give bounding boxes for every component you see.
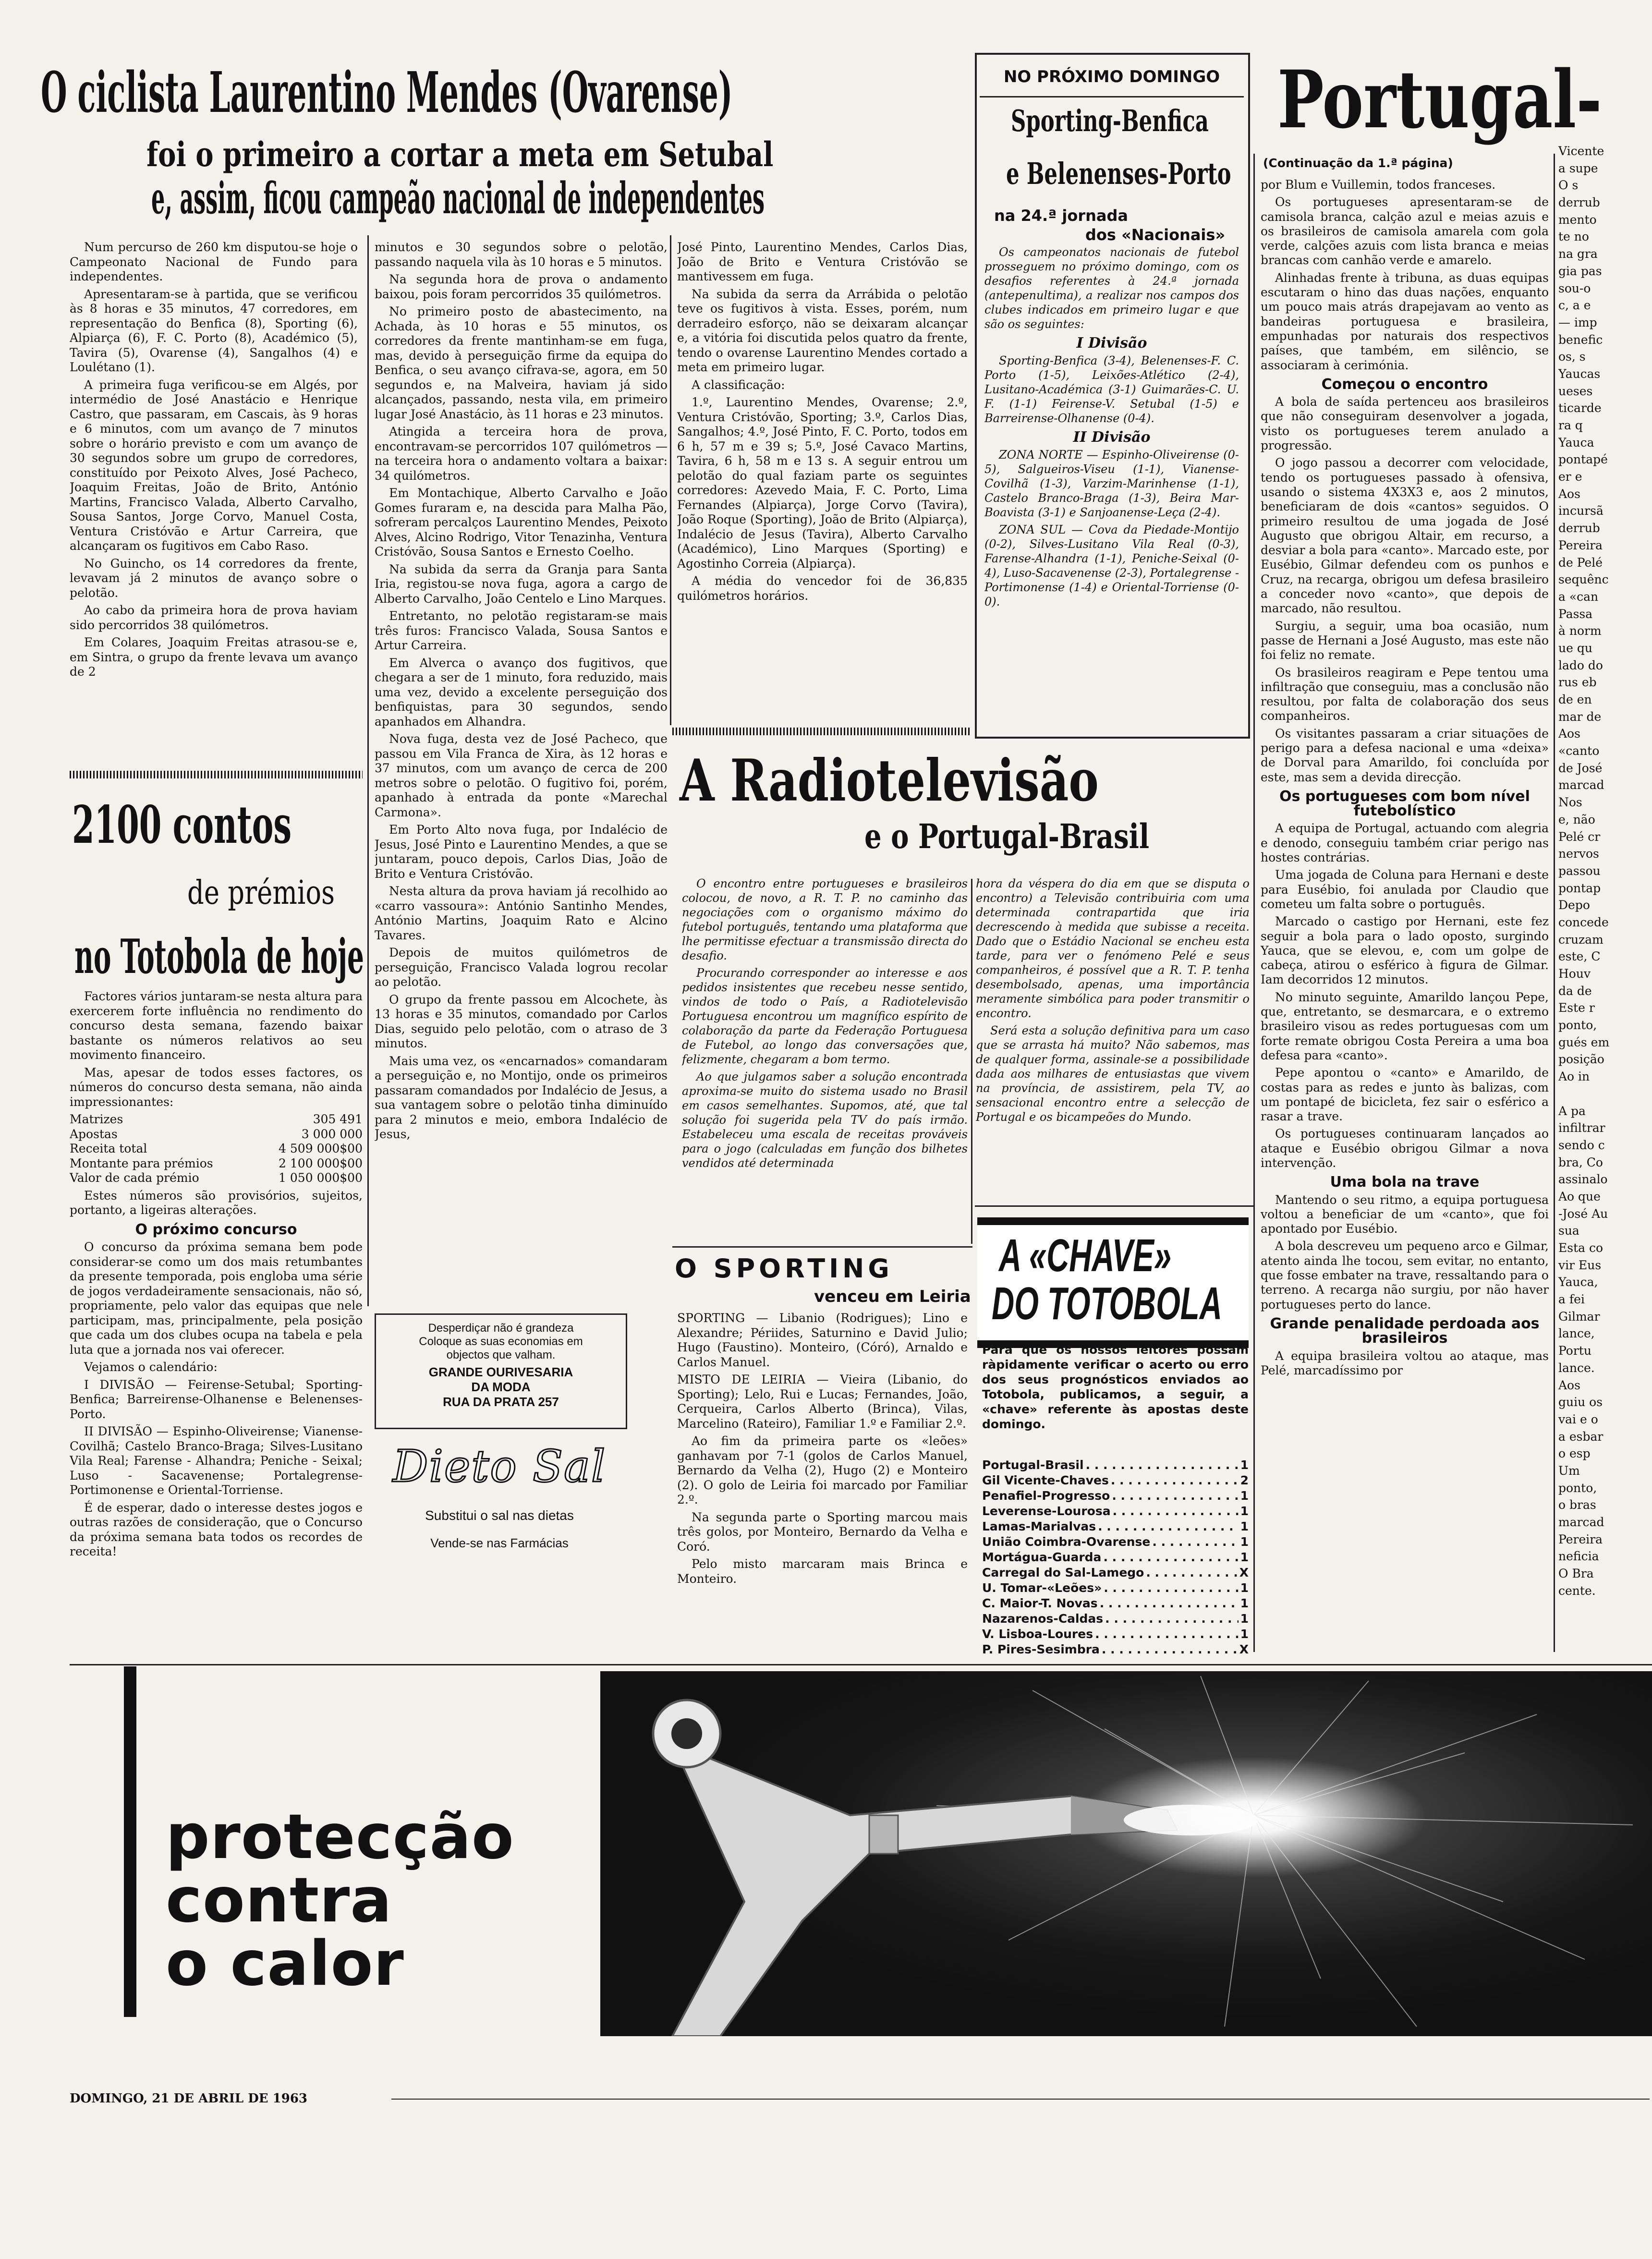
cut-line: Houv [1558, 967, 1591, 981]
cut-line: te no [1558, 230, 1589, 244]
cut-line: er e [1558, 470, 1582, 484]
cut-line: a «can [1558, 589, 1599, 604]
ourivesaria-ad: Desperdiçar não é grandeza Coloque as suas economias em objectos que valham. GRANDE OURIVESARIA DA MODA RUA DA PRATA 257 [375, 1313, 627, 1429]
cut-line: ra q [1558, 418, 1583, 432]
cut-line: de José [1558, 761, 1603, 775]
portugal-body: por Blum e Vuillemin, todos franceses. Os portugueses apresentaram-se de camisola branca, calção azul e meias azuis e os brasileiros de camisola amarela com gola verde, calções azuis com lista branca e meias brancas com canhão verde e amarelo. Alinhadas frente à tribuna, as duas equipas escutaram o hino das duas nações, enquanto um pouco mais atrás drapejavam ao vento as bandeiras portuguesa e brasileira, empunhadas por naturais dos respectivos países, que também, em silêncio, se associaram à cerimónia. Começou o encontro A bola de saída pertenceu aos brasileiros que não conseguiram desenvolver a jogada, visto os portugueses terem anulado a progressão. O jogo passou a decorrer com velocidade, tendo os portugueses passado à ofensiva, usando o sistema 4X3X3 e, aos 2 minutos, beneficiaram de dois «cantos» seguidos. O primeiro resultou de uma jogada de José Augusto que obrigou Altair, em recurso, a desviar a bola para «canto». Marcado este, por Eusébio, Gilmar defendeu com os punhos e Cruz, na recarga, obrigou um defesa brasileiro a conceder novo «canto», que depois de marcado, não resultou. Surgiu, a seguir, uma boa ocasião, num passe de Hernani a José Augusto, mas este não foi feliz no remate. Os brasileiros reagiram e Pepe tentou uma infiltração que conseguiu, mas a conclusão não resultou, por falta de colaboração dos seus companheiros. Os visitantes passaram a criar situações de perigo para a defesa nacional e uma «deixa» de Dorval para Amarildo, foi concluída por este, mas sem a devida direcção. Os portugueses com bom nível futebolístico A equipa de Portugal, actuando com alegria e denodo, conseguiu também criar perigo nas hostes contrárias. Uma jogada de Coluna para Hernani e deste para Eusébio, foi anulada por Claudio que cometeu um falta sobre o português. Marcado o castigo por Hernani, este fez seguir a bola para o lado oposto, surgindo Yauca, que se elevou, e, com um golpe de cabeça, atirou o esférico à figura de Gilmar. Iam decorridos 12 minutos. No minuto seguinte, Amarildo lançou Pepe, que, entretanto, se desmarcara, e o extremo brasileiro visou as redes portuguesas com um forte remate obrigou Costa Pereira a uma boa defesa para «canto». Pepe apontou o «canto» e Amarildo, de costas para as redes e junto às balizas, com um pontapé de bicicleta, fez sair o esférico a rasar a trave. Os portugueses continuaram lançados ao ataque e Eusébio obrigou Gilmar a nova intervenção. Uma bola na trave Mantendo o seu ritmo, a equipa portuguesa voltou a beneficiar de um «canto», que foi apontado por Eusébio. A bola descreveu um pequeno arco e Gilmar, atento ainda lhe tocou, sem evitar, no entanto, que fosse embater na trave, ressaltando para o terreno. A recarga não surgiu, por não haver portugueses perto do lance. Grande penalidade perdoada aos brasileiros A equipa brasileira voltou ao ataque, mas Pelé, marcadíssimo por [1261, 178, 1549, 1377]
cut-line: Aos [1558, 727, 1580, 741]
chave-row: União Coimbra-Ovarense . . . 1 [982, 1534, 1249, 1550]
cut-line: pontapé [1558, 452, 1608, 467]
cut-line: Portu [1558, 1344, 1591, 1358]
chave-row: Portugal-Brasil . . . 1 [982, 1457, 1249, 1473]
chave-row: Leverense-Lourosa . . . 1 [982, 1504, 1249, 1519]
totobola-headline-1: 2100 contos [72, 795, 292, 855]
dietosal-pharmacy: Vende-se nas Farmácias [430, 1536, 569, 1550]
cut-line: benefic [1558, 332, 1603, 347]
next-sunday-title-2: e Belenenses-Porto [1006, 156, 1231, 191]
cut-line: Yauca [1558, 435, 1594, 449]
cut-line: derrub [1558, 521, 1600, 535]
cut-line: lance, [1558, 1326, 1595, 1341]
footer-date: DOMINGO, 21 DE ABRIL DE 1963 [70, 2091, 308, 2106]
cut-line: sendo c [1558, 1138, 1605, 1152]
cut-line: derrub [1558, 195, 1600, 210]
cycling-column-2: minutos e 30 segundos sobre o pelotão, passando naquela vila às 10 horas e 5 minutos. Na segunda hora de prova o andamento baixou, pois foram percorridos 35 quilómetros. No primeiro posto de abastecimento, na Achada, às 10 horas e 55 minutos, os corredores da frente mantinham-se em fuga, mas, devido à perseguição firme da equipa do Benfica, o seu avanço cifrava-se, agora, em 50 segundos e, na Malveira, haviam já sido alcançados, passando, nesta vila, em primeiro lugar José Anastácio, às 11 horas e 23 minutos. Atingida a terceira hora de prova, encontravam-se percorridos 107 quilómetros — na terceira hora o andamento voltara a baixar: 34 quilómetros. Em Montachique, Alberto Carvalho e João Gomes furaram e, na descida para Malha Pão, sofreram percalços Laurentino Mendes, Peixoto Alves, Alcino Rodrigo, Vitor Tenazinha, Ventura Cristóvão, Sousa Santos e Ernesto Coelho. Na subida da serra da Granja para Santa Iria, registou-se nova fuga, agora a cargo de Alberto Carvalho, João Centelo e Lino Marques. Entretanto, no pelotão registaram-se mais três furos: Francisco Valada, Sousa Santos e Artur Carreira. Em Alverca o avanço dos fugitivos, que chegara a ser de 1 minuto, fora reduzido, mais uma vez, devido a excelente perseguição dos benfiquistas, para 30 segundos, sendo apanhados em Alhandra. Nova fuga, desta vez de José Pacheco, que passou em Vila Franca de Xira, às 12 horas e 37 minutos, com um avanço de cerca de 200 metros sobre o pelotão. O fugitivo foi, porém, apanhado à entrada da ponte «Marechal Carmona». Em Porto Alto nova fuga, por Indalécio de Jesus, José Pinto e Laurentino Mendes, a que se juntaram, pouco depois, Carlos Dias, João de Brito e Ventura Cristóvão. Nesta altura da prova haviam já recolhido ao «carro vassoura»: António Santinho Mendes, António Martins, Joaquim Rato e Alcino Tavares. Depois de muitos quilómetros de perseguição, Francisco Valada logrou recolar ao pelotão. O grupo da frente passou em Alcochete, às 13 horas e 35 minutos, comandado por Carlos Dias, seguido pelo pelotão, com o atraso de 3 minutos. Mais uma vez, os «encarnados» comandaram a perseguição e, no Montijo, onde os primeiros passaram comandados por Indalécio de Jesus, a sua vantagem sobre o pelotão tinha diminuído para 2 minutos e meio, embora Indalécio de Jesus, [375, 240, 668, 1141]
cut-line: Um [1558, 1463, 1580, 1478]
cut-line: «canto [1558, 744, 1600, 758]
cut-line: — imp [1558, 315, 1597, 329]
cut-line: ticarde [1558, 401, 1602, 415]
cycling-column-3: José Pinto, Laurentino Mendes, Carlos Dias, João de Brito e Ventura Cristóvão se mantivessem em fuga. Na subida da serra da Arrábida o pelotão teve os fugitivos à vista. Esses, porém, num derradeiro esforço, não se deixaram alcançar e, a vitória foi discutida pelos quatro da frente, tendo o ovarense Laurentino Mendes cortado a meta em primeiro lugar. A classificação: 1.º, Laurentino Mendes, Ovarense; 2.º, Ventura Cristóvão, Sporting; 3.º, Carlos Dias, Sangalhos; 4.º, José Pinto, F. C. Porto, todos em 6 h, 57 m e 39 s; 5.º, José Cavaco Martins, Tavira, 6 h, 58 m e 13 s. A seguir entrou um pelotão do qual faziam parte os seguintes corredores: Azevedo Maia, F. C. Porto, Lima Fernandes (Alpiarça), Jorge Corvo (Tavira), João Roque (Sporting), João de Brito (Alpiarça), Indalécio de Jesus (Tavira), Alberto Carvalho (Académico), Lino Marques (Sporting) e Agostinho Correia (Alpiarça). A média do vencedor foi de 36,835 quilómetros horários. [677, 240, 968, 603]
chave-table [982, 1457, 1249, 1657]
cut-line: sua [1558, 1224, 1579, 1238]
dietosal-logo: Dieto Sal [392, 1441, 607, 1492]
totobola-body: Factores vários juntaram-se nesta altura para exercerem forte influência no rendimento do concurso desta semana, fazendo baixar bastante os números relativos ao seu movimento financeiro. Mas, apesar de todos esses factores, os números do concurso desta semana, não ainda impressionantes: Matrizes 305 491 Apostas 3 000 000 Receita total 4 509 000$00 Montante para prémios 2 100 000$00 Valor de cada prémio 1 050 000$00 Estes números são provisórios, sujeitos, portanto, a ligeiras alterações. O próximo concurso O concurso da próxima semana bem pode considerar-se como um dos mais retumbantes da presente temporada, pois engloba uma série de jogos verdadeiramente sensacionais, não só, propriamente, pelo valor das equipas que nele participam, mas, principalmente, pela posição que cada um dos clubes ocupa na tabela e pela luta que a jornada nos vai oferecer. Vejamos o calendário: I DIVISÃO — Feirense-Setubal; Sporting-Benfica; Barreirense-Olhanense e Belenenses-Porto. II DIVISÃO — Espinho-Oliveirense; Vianense-Covilhã; Castelo Branco-Braga; Silves-Lusitano Vila Real; Farense - Alhandra; Peniche - Seixal; Luso - Sacavenense; Portalegrense-Portimonense e Oriental-Torriense. É de esperar, dado o interesse destes jogos e outras razões de consideração, que o Concurso da próxima semana bata todos os recordes de receita! [70, 989, 363, 1558]
cut-line: à norm [1558, 624, 1602, 638]
cut-line: ue qu [1558, 641, 1592, 655]
cut-line: A pa [1558, 1104, 1586, 1118]
cut-line: o esp [1558, 1446, 1591, 1461]
heat-protection-ad [600, 1671, 1652, 2036]
cut-line: lance. [1558, 1360, 1595, 1375]
portugal-subhead-3: Uma bola na trave [1330, 1174, 1480, 1191]
continuation-label: (Continuação da 1.ª página) [1263, 156, 1453, 170]
cut-line: mar de [1558, 709, 1602, 724]
cut-line: guiu os [1558, 1395, 1603, 1409]
chave-row: Gil Vicente-Chaves . . . 2 [982, 1473, 1249, 1488]
cut-line: Gilmar [1558, 1309, 1600, 1324]
portugal-cut-column [1558, 144, 1650, 1657]
cut-line: gués em [1558, 1035, 1610, 1049]
radio-column-1: O encontro entre portugueses e brasileiros colocou, de novo, a R. T. P. no caminho das negociações com o organismo máximo do futebol português, tentando uma plataforma que lhe permitisse efectuar a transmissão directa do desafio. Procurando corresponder ao interesse e aos pedidos insistentes que recebeu nesse sentido, vindos de todo o País, a Radiotelevisão Portuguesa encontrou um magnífico espírito de colaboração da parte da Federação Portuguesa de Futebol, ao longo das conversações que, felizmente, chegaram a bom termo. Ao que julgamos saber a solução encontrada aproxima-se muito do sistema usado no Brasil em casos semelhantes. Supomos, até, que tal solução foi sugerida pela TV do país irmão. Estabeleceu uma escala de receitas prováveis para o jogo (calculadas em função dos bilhetes vendidos até determinada [682, 877, 968, 1170]
portugal-headline: Portugal- [1277, 53, 1602, 146]
chave-row: U. Tomar-«Leões» . . . 1 [982, 1580, 1249, 1596]
cut-line: Vicente [1558, 144, 1604, 158]
cut-line: este, C [1558, 949, 1601, 964]
cut-line: Yauca, [1558, 1275, 1598, 1289]
totobola-headline-2: de prémios [187, 874, 335, 912]
cut-line: de Pelé [1558, 555, 1603, 570]
cut-line: Depo [1558, 898, 1590, 912]
cycling-column-1: Num percurso de 260 km disputou-se hoje o Campeonato Nacional de Fundo para independentes. Apresentaram-se à partida, que se verificou às 8 horas e 35 minutos, 47 corredores, em representação do Benfica (8), Sporting (6), Alpiarça (6), F. C. Porto (8), Académico (5), Tavira (5), Ovarense (4), Sangalhos (4) e Loulétano (1). A primeira fuga verificou-se em Algés, por intermédio de José Anastácio e Henrique Castro, que passaram, em Cascais, às 9 horas e 6 minutos, com um avanço de 7 minutos sobre o horário previsto e com um avanço de 30 segundos sobre um grupo de corredores, constituído por Peixoto Alves, José Pacheco, Joaquim Freitas, João de Brito, António Martins, Francisco Valada, Alberto Carvalho, Sousa Santos, Jorge Corvo, Manuel Costa, Ventura Cristóvão e Artur Carreira, que alcançaram os fugitivos em Cabo Raso. No Guincho, os 14 corredores da frente, levavam já 2 minutos de avanço sobre o pelotão. Ao cabo da primeira hora de prova haviam sido percorridos 38 quilómetros. Em Colares, Joaquim Freitas atrasou-se e, em Sintra, o grupo da frente levava um avanço de 2 [70, 240, 358, 679]
sporting-body: SPORTING — Libanio (Rodrigues); Lino e Alexandre; Périides, Saturnino e David Julio; Hugo (Faustino). Monteiro, (Córó), Arnaldo e Carlos Manuel. MISTO DE LEIRIA — Vieira (Libanio, do Sporting); Lelo, Rui e Lucas; Fernandes, João, Cerqueira, Carlos Alberto (Brinca), Vilas, Marcelino (Rateiro), Familiar 1.º e Familiar 2.º. Ao fim da primeira parte os «leões» ganhavam por 7-1 (golos de Carlos Manuel, Bernardo da Velha (2), Hugo (2) e Monteiro (2). O golo de Leiria foi marcado por Familiar 2.º. Na segunda parte o Sporting marcou mais três golos, por Monteiro, Bernardo da Velha e Coró. Pelo misto marcaram mais Brinca e Monteiro. [677, 1311, 968, 1586]
next-sunday-body: Os campeonatos nacionais de futebol prosseguem no próximo domingo, com os desafios referentes à 24.ª jornada (antepenultima), a realizar nos campos dos clubes indicados em primeiro lugar e que são os seguintes: I Divisão Sporting-Benfica (3-4), Belenenses-F. C. Porto (1-5), Leixões-Atlético (2-4), Lusitano-Académica (3-1) Guimarães-C. U. F. (1-1) Feirense-V. Setubal (1-5) e Barreirense-Olhanense (0-4). II Divisão ZONA NORTE — Espinho-Oliveirense (0-5), Salgueiros-Viseu (1-1), Vianense-Covilhã (1-3), Varzim-Marinhense (1-1), Castelo Branco-Braga (1-3), Beira Mar-Boavista (3-1) e Sanjoanense-Leça (2-4). ZONA SUL — Cova da Piedade-Montijo (0-2), Silves-Lusitano Vila Real (0-3), Farense-Alhandra (1-1), Peniche-Seixal (0-4), Luso-Sacavenense (2-3), Portalegrense - Portimonense (1-4) e Oriental-Torriense (0-0). [984, 245, 1239, 608]
cut-line: incursã [1558, 504, 1603, 518]
cut-line: pontap [1558, 881, 1601, 895]
totobola-subhead: O próximo concurso [135, 1221, 297, 1238]
cut-line: bra, Co [1558, 1155, 1603, 1169]
cut-line: Yaucas [1558, 366, 1601, 381]
cut-line: Ao in [1558, 1069, 1590, 1084]
cut-line: ponto, [1558, 1018, 1597, 1032]
heat-protection-text: protecção contra o calor [166, 1801, 514, 2000]
cut-line: nervos [1558, 847, 1599, 861]
cut-line: cente. [1558, 1583, 1596, 1598]
cut-line: e, não [1558, 812, 1595, 826]
cut-line: assinalo [1558, 1172, 1608, 1187]
cut-line: rus eb [1558, 675, 1597, 690]
cut-line: infiltrar [1558, 1121, 1605, 1135]
cut-line: Nos [1558, 795, 1582, 810]
cut-line: O s [1558, 178, 1579, 193]
cut-line: concede [1558, 915, 1609, 929]
cut-line: Pereira [1558, 538, 1603, 552]
cut-line: lado do [1558, 658, 1603, 672]
cut-line: posição [1558, 1052, 1604, 1067]
radio-headline: A Radiotelevisão [680, 747, 1099, 814]
cut-line: -José Au [1558, 1206, 1608, 1221]
chave-row: Lamas-Marialvas . . . 1 [982, 1519, 1249, 1534]
radio-subheadline: e o Portugal-Brasil [864, 816, 1150, 856]
cycling-headline-line2: foi o primeiro a cortar a meta em Setubal [146, 134, 774, 174]
cut-line: Esta co [1558, 1241, 1603, 1255]
chave-row: Carregal do Sal-Lamego . . . X [982, 1565, 1249, 1580]
cut-line: vir Eus [1558, 1258, 1602, 1272]
heat-protection-bar [124, 1666, 136, 2017]
portugal-subhead-2: Os portugueses com bom nível futebolístico [1279, 788, 1530, 820]
cut-line: Ao que [1558, 1189, 1601, 1203]
cut-line: gia pas [1558, 264, 1602, 278]
cut-line: Pereira [1558, 1532, 1603, 1546]
cut-line: O Bra [1558, 1567, 1594, 1581]
next-sunday-title-1: Sporting-Benfica [1011, 103, 1209, 138]
totobola-headline-3: no Totobola de hoje [74, 929, 364, 984]
heat-protection-illustration [600, 1671, 1652, 2036]
chave-row: V. Lisboa-Loures . . . 1 [982, 1627, 1249, 1642]
cut-line: a fei [1558, 1292, 1585, 1307]
chave-intro: Para que os nossos leitores possam ràpidamente verificar o acerto ou erro dos seus prognósticos enviados ao Totobola, publicamos, a seguir, a «chave» referente às apostas deste domingo. [982, 1343, 1249, 1431]
cut-line: Passa [1558, 607, 1593, 621]
cut-line: mento [1558, 212, 1597, 227]
radio-column-2: hora da véspera do dia em que se disputa o encontro) a Televisão contribuiria com uma determinada contrapartida que iria decrescendo à medida que subisse a receita. Dado que o Estádio Nacional se encheu esta tarde, para ver o fenómeno Pelé e seus companheiros, é possível que a R. T. P. tenha desembolsado, apenas, uma importância meramente simbólica para poder transmitir o encontro. Será esta a solução definitiva para um caso que se arrasta há muito? Não sabemos, mas de qualquer forma, assinale-se a possibilidade dada aos milhares de entusiastas que vivem na província, de assistirem, pela TV, ao sensacional encontro entre a selecção de Portugal e os bicampeões do Mundo. [976, 877, 1250, 1124]
chave-title-1: A «CHAVE» [999, 1230, 1172, 1281]
cut-line: Este r [1558, 1001, 1595, 1015]
cut-line: o bras [1558, 1498, 1596, 1512]
cut-line: de en [1558, 692, 1592, 706]
cut-line: na gra [1558, 247, 1598, 261]
next-sunday-jornada-1: na 24.ª jornada [994, 206, 1128, 225]
cut-line: neficia [1558, 1549, 1599, 1564]
chave-row: Mortágua-Guarda . . . 1 [982, 1550, 1249, 1565]
cut-line: sou-o [1558, 281, 1591, 295]
chave-row: Penafiel-Progresso . . . 1 [982, 1488, 1249, 1504]
cut-line: a supe [1558, 161, 1598, 175]
next-sunday-jornada-2: dos «Nacionais» [1085, 226, 1226, 244]
cut-line: sequênc [1558, 572, 1609, 587]
cut-line: a esbar [1558, 1429, 1603, 1444]
chave-row: Nazarenos-Caldas . . . 1 [982, 1611, 1249, 1627]
dietosal-tagline: Substitui o sal nas dietas [425, 1508, 574, 1523]
cut-line: da de [1558, 984, 1592, 998]
next-sunday-banner: NO PRÓXIMO DOMINGO [980, 58, 1244, 97]
chave-row: P. Pires-Sesimbra . . . X [982, 1642, 1249, 1657]
cut-line: os, s [1558, 350, 1586, 364]
portugal-subhead-4: Grande penalidade perdoada aos brasileiros [1270, 1315, 1540, 1347]
chave-title-2: DO TOTOBOLA [992, 1278, 1222, 1329]
cut-line: c, a e [1558, 298, 1591, 313]
cut-line: vai e o [1558, 1412, 1598, 1426]
cut-line: passou [1558, 863, 1601, 878]
cut-line: ueses [1558, 384, 1593, 398]
cut-line: marcad [1558, 778, 1604, 792]
cut-line: cruzam [1558, 932, 1603, 947]
cycling-headline-line3: e, assim, ficou campeão nacional de independentes [151, 173, 765, 224]
sporting-subheadline: venceu em Leiria [814, 1287, 971, 1306]
portugal-subhead-1: Começou o encontro [1321, 376, 1488, 393]
cut-line: marcad [1558, 1515, 1604, 1529]
sporting-headline: O SPORTING [675, 1253, 893, 1284]
chave-row: C. Maior-T. Novas . . . 1 [982, 1596, 1249, 1611]
cut-line: Aos [1558, 486, 1580, 501]
cut-line: ponto, [1558, 1481, 1597, 1495]
cut-line: Pelé cr [1558, 829, 1601, 844]
cut-line: Aos [1558, 1378, 1580, 1392]
cycling-headline-line1: O ciclista Laurentino Mendes (Ovarense) [41, 60, 733, 125]
cut-line [1558, 1087, 1650, 1104]
